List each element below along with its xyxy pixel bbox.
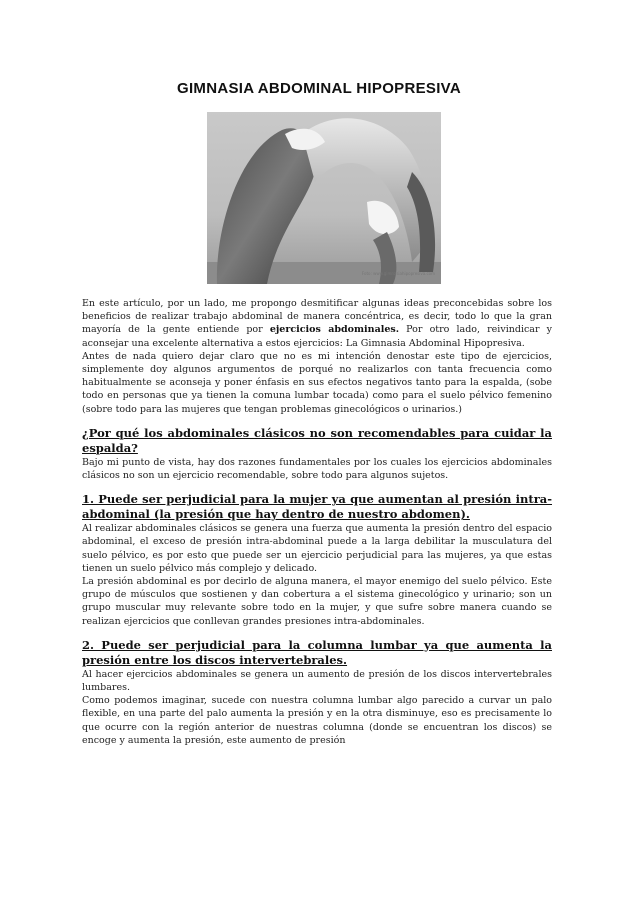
intro-text: En este artículo, por un lado, me propongo desmitificar algunas ideas preconcebidas sobre los beneficios de realizar trabajo abdominal de manera concéntrica, es decir, todo lo que la gran mayoría de la gente entiende por: [82, 298, 552, 336]
spacer: [82, 482, 552, 492]
reason-2-paragraph-1: Al hacer ejercicios abdominales se genera un aumento de presión de los discos intervertebrales lumbares.: [82, 668, 552, 694]
section-paragraph-why: Bajo mi punto de vista, hay dos razones fundamentales por los cuales los ejercicios abdominales clásicos no son un ejercicio recomendable, sobre todo para algunos sujetos.: [82, 456, 552, 482]
woman-arching-back-photo-icon: [207, 112, 441, 284]
intro-paragraph-2: Antes de nada quiero dejar claro que no es mi intención denostar este tipo de ejercicios, simplemente doy algunos argumentos de porqué no realizarlos con tanta frecuencia como habitualmente se aconseja y poner énfasis en sus efectos negativos tanto para la espalda, (sobe todo en personas que ya tienen la comuna lumbar tocada) como para el suelo pélvico femenino (sobre todo para las mujeres que tengan problemas ginecológicos o urinarios.): [82, 350, 552, 415]
section-heading-why: ¿Por qué los abdominales clásicos no son recomendables para cuidar la espalda?: [82, 425, 552, 455]
reason-2-paragraph-2: Como podemos imaginar, sucede con nuestra columna lumbar algo parecido a curvar un palo flexible, en una parte del palo aumenta la presión y en la otra disminuye, eso es precisamente lo que ocurre con la región anterior de nuestras columna (donde se encuentran los discos) se encoge y aumenta la presión, este aumento de presión: [82, 695, 552, 746]
spacer: [82, 628, 552, 638]
article-body: [82, 297, 552, 747]
intro-paragraph-1: [82, 297, 552, 350]
section-heading-reason-2: 2. Puede ser perjudicial para la columna lumbar ya que aumenta la presión entre los discos intervertebrales.: [82, 637, 552, 667]
reason-1-paragraph-2: La presión abdominal es por decirlo de alguna manera, el mayor enemigo del suelo pélvico. Este grupo de músculos que sostienen y dan cobertura a el sistema ginecológico y urinario; son un grupo muscular muy relevante sobre todo en la mujer, y que sufre sobre manera cuando se realizan ejercicios que conllevan grandes presiones intra-abdominales.: [82, 576, 552, 627]
reason-1-paragraph-1: Al realizar abdominales clásicos se genera una fuerza que aumenta la presión dentro del espacio abdominal, el exceso de presión intra-abdominal puede a la larga debilitar la musculatura del suelo pélvico, es por esto que puede ser un ejercicio perjudicial para las mujeres, ya que estas tienen un suelo pélvico más complejo y delicado.: [82, 523, 552, 574]
intro-bold-keyword: ejercicios abdominales.: [269, 324, 400, 336]
intro-text-continued: Por otro lado, reivindicar y aconsejar una excelente alternativa a estos ejercicios: La Gimnasia Abdominal Hipopresiva.: [82, 324, 552, 349]
section-heading-reason-1: 1. Puede ser perjudicial para la mujer ya que aumentan al presión intra-abdominal (la presión que hay dentro de nuestro abdomen).: [82, 492, 552, 522]
photo-graphic: [207, 112, 441, 284]
spacer: [82, 416, 552, 426]
photo-credit: Foto: www.gimnasiahipopresiva.com: [361, 271, 435, 276]
document-title: GIMNASIA ABDOMINAL HIPOPRESIVA: [176, 80, 462, 97]
